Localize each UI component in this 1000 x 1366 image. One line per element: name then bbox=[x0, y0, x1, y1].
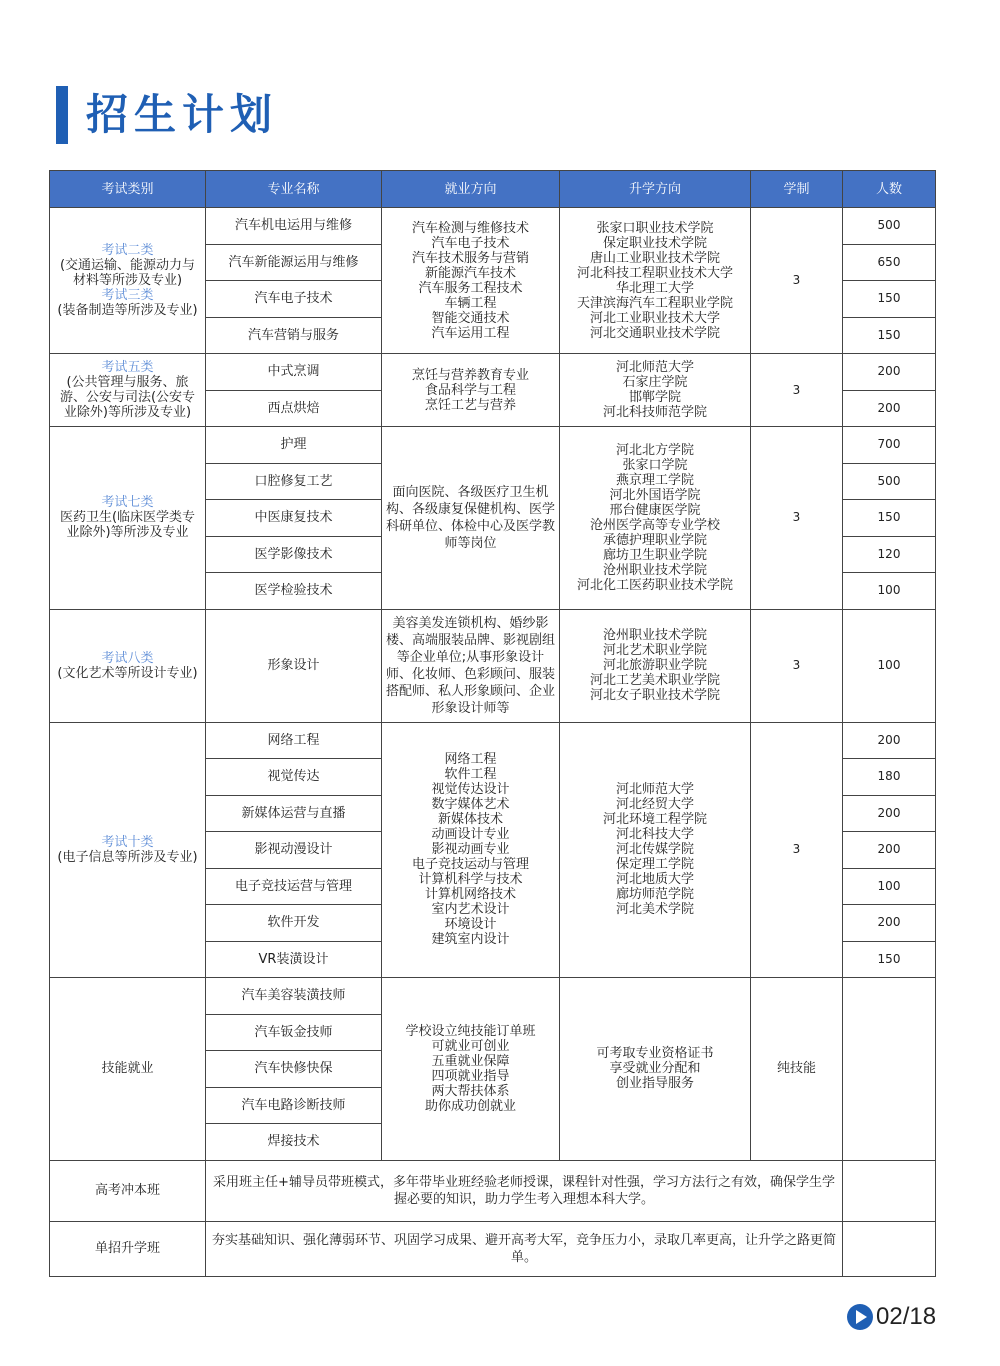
employment-item: 学校设立纯技能订单班 bbox=[405, 1023, 536, 1039]
category-name: 考试五类 bbox=[101, 360, 154, 375]
count-cell bbox=[843, 1221, 936, 1276]
school-item: 河北工艺美术职业学院 bbox=[589, 673, 720, 688]
school-item: 燕京理工学院 bbox=[615, 472, 694, 488]
title-accent-bar bbox=[56, 86, 68, 144]
school-item: 承德护理职业学院 bbox=[602, 532, 707, 548]
employment-item: 室内艺术设计 bbox=[431, 902, 510, 918]
employment-item: 汽车电子技术 bbox=[431, 235, 510, 251]
category-desc: (文化艺术等所设计专业) bbox=[57, 665, 198, 681]
school-item: 河北艺术职业学院 bbox=[602, 643, 707, 658]
header-employment: 就业方向 bbox=[382, 171, 560, 208]
employment-cell bbox=[382, 722, 560, 978]
count-cell: 200 bbox=[843, 390, 936, 427]
employment-item: 网络工程 bbox=[444, 752, 497, 768]
category-cell: 技能就业 bbox=[50, 978, 206, 1161]
count-cell: 500 bbox=[843, 463, 936, 500]
count-cell: 700 bbox=[843, 427, 936, 464]
category-cell bbox=[50, 427, 206, 610]
count-cell: 150 bbox=[843, 941, 936, 978]
header-further-study: 升学方向 bbox=[560, 171, 751, 208]
major-name: 口腔修复工艺 bbox=[206, 463, 382, 500]
category-cell bbox=[50, 722, 206, 978]
years-cell: 3 bbox=[751, 609, 843, 722]
major-name: 护理 bbox=[206, 427, 382, 464]
count-cell: 120 bbox=[843, 536, 936, 573]
category-desc: (电子信息等所涉及专业) bbox=[57, 849, 198, 865]
further-item: 可考取专业资格证书 bbox=[596, 1046, 714, 1062]
table-row bbox=[50, 1160, 936, 1221]
table-row bbox=[50, 609, 936, 722]
major-name: 医学影像技术 bbox=[206, 536, 382, 573]
school-item: 石家庄学院 bbox=[622, 375, 688, 390]
major-name: VR装潢设计 bbox=[206, 941, 382, 978]
category-cell bbox=[50, 609, 206, 722]
header-major-name: 专业名称 bbox=[206, 171, 382, 208]
major-name: 焊接技术 bbox=[206, 1124, 382, 1161]
category-desc: (公共管理与服务、旅游、公安与司法(公安专业除外)等所涉及专业) bbox=[59, 375, 196, 420]
table-row bbox=[50, 354, 936, 391]
school-item: 河北女子职业技术学院 bbox=[589, 688, 720, 703]
major-name: 汽车电路诊断技师 bbox=[206, 1087, 382, 1124]
employment-item: 影视动画专业 bbox=[431, 842, 510, 858]
school-item: 河北北方学院 bbox=[615, 442, 694, 458]
major-name: 医学检验技术 bbox=[206, 573, 382, 610]
major-name: 汽车机电运用与维修 bbox=[206, 208, 382, 245]
years-cell: 3 bbox=[751, 427, 843, 610]
category-cell bbox=[50, 208, 206, 354]
play-arrow-icon bbox=[847, 1304, 873, 1330]
program-description: 采用班主任+辅导员带班模式，多年带毕业班经验老师授课，课程针对性强，学习方法行之有效，确保学生学握必要的知识，助力学生考入理想本科大学。 bbox=[206, 1160, 843, 1221]
category-name: 考试八类 bbox=[101, 650, 154, 666]
school-item: 河北师范大学 bbox=[615, 360, 694, 375]
employment-item: 四项就业指导 bbox=[431, 1068, 510, 1084]
count-cell bbox=[843, 978, 936, 1161]
count-cell: 100 bbox=[843, 609, 936, 722]
employment-item: 助你成功创就业 bbox=[424, 1098, 516, 1114]
employment-item: 环境设计 bbox=[444, 917, 497, 933]
employment-item: 动画设计专业 bbox=[431, 827, 510, 843]
category-cell: 单招升学班 bbox=[50, 1221, 206, 1276]
school-item: 廊坊师范学院 bbox=[615, 887, 694, 903]
major-name: 中医康复技术 bbox=[206, 500, 382, 537]
category-desc: (装备制造等所涉及专业) bbox=[57, 303, 198, 318]
employment-item: 汽车检测与维修技术 bbox=[411, 220, 529, 236]
count-cell: 650 bbox=[843, 244, 936, 281]
school-item: 河北环境工程学院 bbox=[602, 812, 707, 828]
school-item: 河北经贸大学 bbox=[615, 797, 694, 813]
count-cell: 150 bbox=[843, 281, 936, 318]
employment-item: 智能交通技术 bbox=[431, 310, 510, 326]
school-item: 唐山工业职业技术学院 bbox=[589, 250, 720, 266]
count-cell: 200 bbox=[843, 905, 936, 942]
category-name: 考试十类 bbox=[101, 834, 154, 850]
school-item: 河北工业职业技术大学 bbox=[589, 310, 720, 326]
years-cell: 纯技能 bbox=[751, 978, 843, 1161]
school-item: 沧州医学高等专业学校 bbox=[589, 517, 720, 533]
employment-cell bbox=[382, 354, 560, 427]
major-name: 视觉传达 bbox=[206, 759, 382, 796]
table-row bbox=[50, 208, 936, 245]
school-item: 廊坊卫生职业学院 bbox=[602, 547, 707, 563]
header-exam-category: 考试类别 bbox=[50, 171, 206, 208]
major-name: 汽车快修快保 bbox=[206, 1051, 382, 1088]
employment-item: 数字媒体艺术 bbox=[431, 797, 510, 813]
count-cell bbox=[843, 1160, 936, 1221]
further-study-cell bbox=[560, 427, 751, 610]
count-cell: 150 bbox=[843, 500, 936, 537]
category-desc: (交通运输、能源动力与材料等所涉及专业) bbox=[59, 258, 196, 288]
years-cell: 3 bbox=[751, 722, 843, 978]
count-cell: 100 bbox=[843, 868, 936, 905]
table-row bbox=[50, 427, 936, 464]
employment-item: 两大帮扶体系 bbox=[431, 1083, 510, 1099]
school-item: 华北理工大学 bbox=[615, 280, 694, 296]
table-row bbox=[50, 722, 936, 759]
employment-item: 汽车运用工程 bbox=[431, 325, 510, 341]
count-cell: 200 bbox=[843, 722, 936, 759]
page-number: 02/18 bbox=[876, 1303, 937, 1330]
school-item: 河北传媒学院 bbox=[615, 842, 694, 858]
category-name: 考试三类 bbox=[101, 288, 154, 303]
employment-item: 新能源汽车技术 bbox=[424, 265, 516, 281]
employment-item: 汽车服务工程技术 bbox=[418, 280, 523, 296]
employment-cell bbox=[382, 978, 560, 1161]
school-item: 沧州职业技术学院 bbox=[602, 562, 707, 578]
count-cell: 200 bbox=[843, 832, 936, 869]
further-study-cell bbox=[560, 354, 751, 427]
school-item: 河北科技工程职业技术大学 bbox=[576, 265, 733, 281]
employment-cell bbox=[382, 208, 560, 354]
category-desc: 医药卫生(临床医学类专业除外)等所涉及专业 bbox=[59, 510, 196, 541]
employment-item: 可就业可创业 bbox=[431, 1038, 510, 1054]
category-name: 考试七类 bbox=[101, 495, 154, 511]
table-row bbox=[50, 978, 936, 1015]
school-item: 张家口学院 bbox=[622, 457, 688, 473]
page-title: 招生计划 bbox=[86, 90, 279, 139]
school-item: 河北交通职业技术学院 bbox=[589, 325, 720, 341]
category-name: 考试二类 bbox=[101, 243, 154, 258]
count-cell: 200 bbox=[843, 795, 936, 832]
school-item: 河北地质大学 bbox=[615, 872, 694, 888]
employment-item: 计算机科学与技术 bbox=[418, 872, 523, 888]
school-item: 张家口职业技术学院 bbox=[596, 220, 714, 236]
further-study-cell bbox=[560, 722, 751, 978]
program-description: 夯实基础知识、强化薄弱环节、巩固学习成果、避开高考大军，竞争压力小，录取几率更高，让升学之路更简单。 bbox=[206, 1221, 843, 1276]
major-name: 汽车营销与服务 bbox=[206, 317, 382, 354]
count-cell: 200 bbox=[843, 354, 936, 391]
table-row bbox=[50, 1221, 936, 1276]
major-name: 形象设计 bbox=[206, 609, 382, 722]
school-item: 河北科技师范学院 bbox=[602, 405, 707, 420]
table-header-row bbox=[50, 171, 936, 208]
major-name: 新媒体运营与直播 bbox=[206, 795, 382, 832]
years-cell: 3 bbox=[751, 208, 843, 354]
employment-item: 建筑室内设计 bbox=[431, 932, 510, 948]
category-cell bbox=[50, 354, 206, 427]
school-item: 河北外国语学院 bbox=[609, 487, 701, 503]
employment-item: 视觉传达设计 bbox=[431, 782, 510, 798]
school-item: 河北化工医药职业技术学院 bbox=[576, 577, 733, 593]
header-count: 人数 bbox=[843, 171, 936, 208]
employment-item: 车辆工程 bbox=[444, 295, 497, 311]
count-cell: 150 bbox=[843, 317, 936, 354]
major-name: 中式烹调 bbox=[206, 354, 382, 391]
employment-cell: 美容美发连锁机构、婚纱影楼、高端服装品牌、影视剧组等企业单位;从事形象设计师、化妆师、色彩顾问、服装搭配师、私人形象顾问、企业形象设计师等 bbox=[382, 609, 560, 722]
employment-item: 软件工程 bbox=[444, 767, 497, 783]
school-item: 邢台健康医学院 bbox=[609, 502, 701, 518]
school-item: 河北师范大学 bbox=[615, 782, 694, 798]
school-item: 河北美术学院 bbox=[615, 902, 694, 918]
further-study-cell bbox=[560, 208, 751, 354]
major-name: 汽车钣金技师 bbox=[206, 1014, 382, 1051]
page-indicator bbox=[847, 1302, 936, 1332]
further-study-cell bbox=[560, 978, 751, 1161]
further-item: 享受就业分配和 bbox=[609, 1061, 701, 1077]
further-study-cell bbox=[560, 609, 751, 722]
header-years: 学制 bbox=[751, 171, 843, 208]
school-item: 天津滨海汽车工程职业学院 bbox=[576, 295, 733, 311]
enrollment-plan-table bbox=[49, 170, 936, 1277]
school-item: 邯郸学院 bbox=[628, 390, 681, 405]
further-item: 创业指导服务 bbox=[615, 1076, 694, 1092]
school-item: 河北科技大学 bbox=[615, 827, 694, 843]
employment-item: 汽车技术服务与营销 bbox=[411, 250, 529, 266]
years-cell: 3 bbox=[751, 354, 843, 427]
employment-item: 烹饪工艺与营养 bbox=[424, 397, 516, 413]
major-name: 汽车新能源运用与维修 bbox=[206, 244, 382, 281]
major-name: 电子竞技运营与管理 bbox=[206, 868, 382, 905]
major-name: 网络工程 bbox=[206, 722, 382, 759]
count-cell: 180 bbox=[843, 759, 936, 796]
school-item: 沧州职业技术学院 bbox=[602, 628, 707, 643]
school-item: 保定职业技术学院 bbox=[602, 235, 707, 251]
employment-item: 五重就业保障 bbox=[431, 1053, 510, 1069]
employment-item: 食品科学与工程 bbox=[424, 382, 516, 398]
major-name: 软件开发 bbox=[206, 905, 382, 942]
employment-item: 计算机网络技术 bbox=[424, 887, 516, 903]
major-name: 汽车电子技术 bbox=[206, 281, 382, 318]
category-cell: 高考冲本班 bbox=[50, 1160, 206, 1221]
employment-item: 电子竞技运动与管理 bbox=[411, 857, 529, 873]
major-name: 汽车美容装潢技师 bbox=[206, 978, 382, 1015]
major-name: 影视动漫设计 bbox=[206, 832, 382, 869]
employment-item: 烹饪与营养教育专业 bbox=[411, 367, 529, 383]
school-item: 保定理工学院 bbox=[615, 857, 694, 873]
count-cell: 500 bbox=[843, 208, 936, 245]
major-name: 西点烘焙 bbox=[206, 390, 382, 427]
employment-cell: 面向医院、各级医疗卫生机构、各级康复保健机构、医学科研单位、体检中心及医学教师等岗位 bbox=[382, 427, 560, 610]
employment-item: 新媒体技术 bbox=[437, 812, 503, 828]
count-cell: 100 bbox=[843, 573, 936, 610]
school-item: 河北旅游职业学院 bbox=[602, 658, 707, 673]
